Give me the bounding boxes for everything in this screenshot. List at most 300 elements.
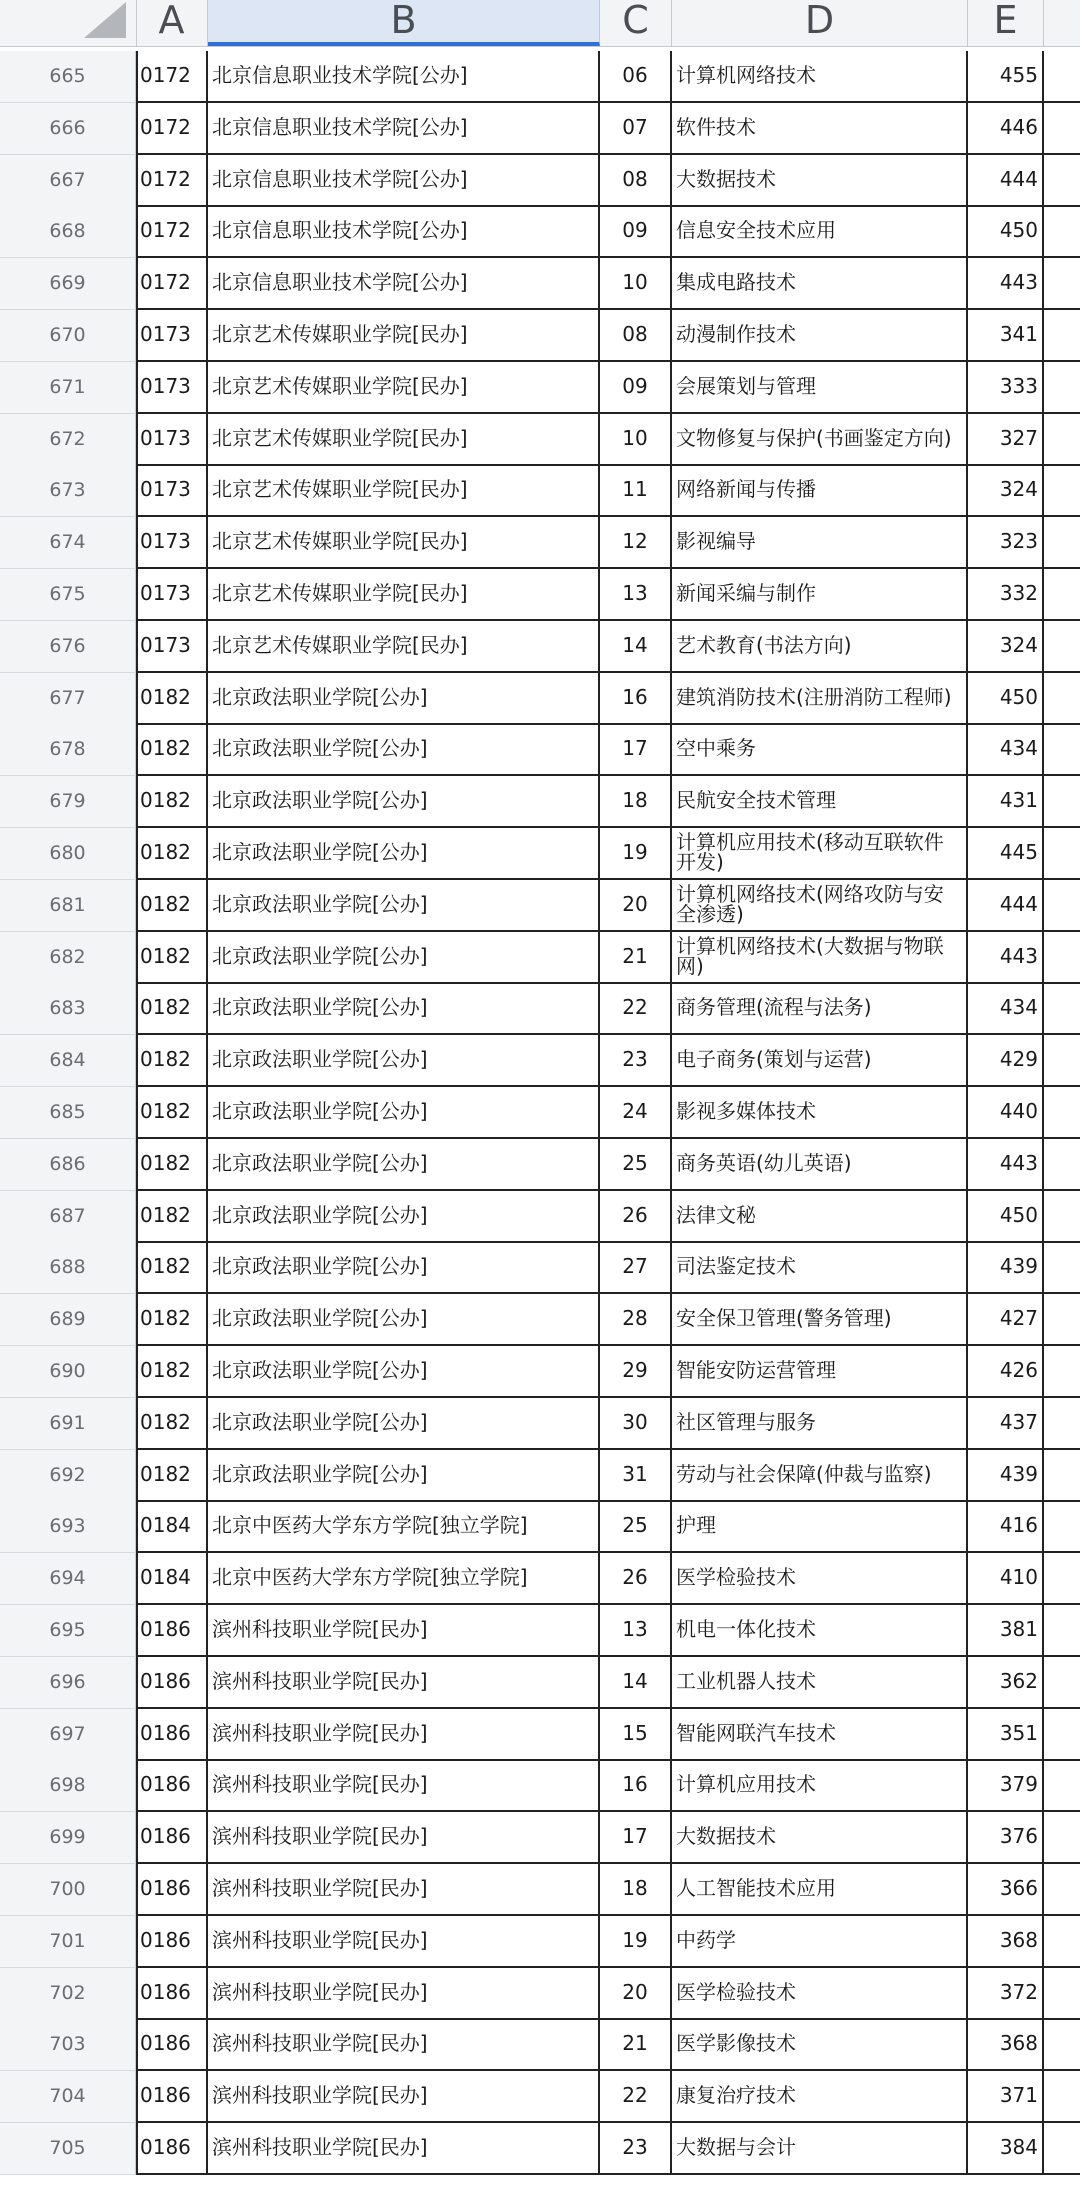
column-header-b[interactable]: B (208, 0, 600, 46)
row-number-header[interactable]: 676 (0, 621, 136, 673)
cell-school-name[interactable]: 北京艺术传媒职业学院[民办] (208, 621, 600, 673)
cell-major-code[interactable]: 07 (600, 103, 672, 155)
cell-empty[interactable] (1044, 621, 1080, 673)
row-number-header[interactable]: 700 (0, 1864, 136, 1916)
cell-school-name[interactable]: 北京艺术传媒职业学院[民办] (208, 569, 600, 621)
cell-empty[interactable] (1044, 1294, 1080, 1346)
row-number-header[interactable]: 702 (0, 1968, 136, 2020)
cell-empty[interactable] (1044, 1657, 1080, 1709)
cell-school-code[interactable]: 0182 (136, 776, 208, 828)
cell-score[interactable]: 443 (968, 932, 1044, 984)
cell-major-name[interactable]: 劳动与社会保障(仲裁与监察) (672, 1450, 968, 1502)
cell-school-name[interactable]: 北京政法职业学院[公办] (208, 1035, 600, 1087)
cell-empty[interactable] (1044, 155, 1080, 207)
row-number-header[interactable]: 673 (0, 465, 136, 517)
cell-major-name[interactable]: 新闻采编与制作 (672, 569, 968, 621)
cell-empty[interactable] (1044, 103, 1080, 155)
table-row (0, 1709, 1080, 1761)
cell-major-code[interactable]: 26 (600, 1553, 672, 1605)
cell-school-code[interactable]: 0182 (136, 1035, 208, 1087)
row-number-header[interactable]: 704 (0, 2071, 136, 2123)
cell-major-code[interactable]: 13 (600, 569, 672, 621)
cell-school-name[interactable]: 北京艺术传媒职业学院[民办] (208, 465, 600, 517)
cell-major-name[interactable]: 计算机应用技术(移动互联软件开发) (672, 828, 968, 880)
cell-school-name[interactable]: 滨州科技职业学院[民办] (208, 1709, 600, 1761)
row-number-header[interactable]: 667 (0, 155, 136, 207)
cell-major-code[interactable]: 28 (600, 1294, 672, 1346)
cell-score[interactable]: 376 (968, 1812, 1044, 1864)
cell-score[interactable]: 445 (968, 828, 1044, 880)
cell-school-code[interactable]: 0172 (136, 155, 208, 207)
cell-major-name[interactable]: 商务管理(流程与法务) (672, 983, 968, 1035)
cell-school-name[interactable]: 北京艺术传媒职业学院[民办] (208, 414, 600, 466)
row-number-header[interactable]: 683 (0, 983, 136, 1035)
cell-empty[interactable] (1044, 1035, 1080, 1087)
cell-major-name[interactable]: 影视编导 (672, 517, 968, 569)
cell-empty[interactable] (1044, 932, 1080, 984)
cell-major-name[interactable]: 动漫制作技术 (672, 310, 968, 362)
row-number-header[interactable]: 692 (0, 1450, 136, 1502)
cell-school-name[interactable]: 滨州科技职业学院[民办] (208, 2019, 600, 2071)
cell-school-name[interactable]: 北京信息职业技术学院[公办] (208, 206, 600, 258)
cell-score[interactable]: 427 (968, 1294, 1044, 1346)
cell-major-code[interactable]: 10 (600, 414, 672, 466)
cell-major-name[interactable]: 智能安防运营管理 (672, 1346, 968, 1398)
cell-score[interactable]: 327 (968, 414, 1044, 466)
cell-school-code[interactable]: 0182 (136, 1191, 208, 1243)
cell-school-code[interactable]: 0184 (136, 1553, 208, 1605)
cell-major-name[interactable]: 电子商务(策划与运营) (672, 1035, 968, 1087)
cell-empty[interactable] (1044, 1864, 1080, 1916)
column-header-a[interactable]: A (136, 0, 208, 46)
row-number-header[interactable]: 686 (0, 1139, 136, 1191)
cell-school-name[interactable]: 北京政法职业学院[公办] (208, 880, 600, 932)
cell-empty[interactable] (1044, 362, 1080, 414)
cell-empty[interactable] (1044, 2123, 1080, 2175)
cell-major-name[interactable]: 影视多媒体技术 (672, 1087, 968, 1139)
cell-major-code[interactable]: 15 (600, 1709, 672, 1761)
column-header-d[interactable]: D (672, 0, 968, 46)
cell-school-name[interactable]: 北京政法职业学院[公办] (208, 776, 600, 828)
column-header-f-partial[interactable] (1044, 0, 1080, 46)
cell-school-name[interactable]: 北京信息职业技术学院[公办] (208, 155, 600, 207)
cell-empty[interactable] (1044, 414, 1080, 466)
cell-empty[interactable] (1044, 724, 1080, 776)
cell-school-code[interactable]: 0182 (136, 1346, 208, 1398)
cell-major-code[interactable]: 06 (600, 51, 672, 103)
row-number-header[interactable]: 679 (0, 776, 136, 828)
cell-score[interactable]: 324 (968, 465, 1044, 517)
cell-school-code[interactable]: 0173 (136, 517, 208, 569)
cell-empty[interactable] (1044, 1087, 1080, 1139)
row-number-header[interactable]: 703 (0, 2019, 136, 2071)
cell-empty[interactable] (1044, 1605, 1080, 1657)
cell-empty[interactable] (1044, 51, 1080, 103)
cell-school-code[interactable]: 0184 (136, 1501, 208, 1553)
cell-school-code[interactable]: 0186 (136, 1916, 208, 1968)
cell-major-code[interactable]: 16 (600, 673, 672, 725)
cell-empty[interactable] (1044, 1139, 1080, 1191)
cell-empty[interactable] (1044, 1916, 1080, 1968)
cell-major-code[interactable]: 27 (600, 1242, 672, 1294)
cell-school-name[interactable]: 北京政法职业学院[公办] (208, 828, 600, 880)
cell-school-name[interactable]: 北京艺术传媒职业学院[民办] (208, 362, 600, 414)
cell-school-code[interactable]: 0182 (136, 932, 208, 984)
cell-school-name[interactable]: 北京政法职业学院[公办] (208, 1139, 600, 1191)
cell-score[interactable]: 333 (968, 362, 1044, 414)
cell-school-name[interactable]: 北京政法职业学院[公办] (208, 1294, 600, 1346)
cell-score[interactable]: 426 (968, 1346, 1044, 1398)
cell-school-code[interactable]: 0182 (136, 1242, 208, 1294)
cell-major-name[interactable]: 商务英语(幼儿英语) (672, 1139, 968, 1191)
cell-major-code[interactable]: 17 (600, 724, 672, 776)
cell-score[interactable]: 450 (968, 206, 1044, 258)
table-row (0, 155, 1080, 207)
cell-major-name[interactable]: 社区管理与服务 (672, 1398, 968, 1450)
cell-empty[interactable] (1044, 1812, 1080, 1864)
cell-empty[interactable] (1044, 1760, 1080, 1812)
cell-empty[interactable] (1044, 1346, 1080, 1398)
cell-score[interactable]: 371 (968, 2071, 1044, 2123)
cell-major-code[interactable]: 16 (600, 1760, 672, 1812)
cell-school-name[interactable]: 滨州科技职业学院[民办] (208, 1657, 600, 1709)
cell-school-code[interactable]: 0186 (136, 1657, 208, 1709)
cell-empty[interactable] (1044, 1242, 1080, 1294)
cell-school-code[interactable]: 0186 (136, 1709, 208, 1761)
row-number-header[interactable]: 677 (0, 673, 136, 725)
cell-major-name[interactable]: 医学检验技术 (672, 1968, 968, 2020)
cell-major-name[interactable]: 软件技术 (672, 103, 968, 155)
cell-major-name[interactable]: 大数据技术 (672, 155, 968, 207)
cell-school-code[interactable]: 0173 (136, 569, 208, 621)
cell-score[interactable]: 434 (968, 983, 1044, 1035)
cell-major-name[interactable]: 安全保卫管理(警务管理) (672, 1294, 968, 1346)
cell-school-name[interactable]: 北京信息职业技术学院[公办] (208, 103, 600, 155)
row-number-header[interactable]: 665 (0, 51, 136, 103)
cell-major-code[interactable]: 22 (600, 2071, 672, 2123)
cell-major-code[interactable]: 17 (600, 1812, 672, 1864)
cell-score[interactable]: 324 (968, 621, 1044, 673)
cell-school-code[interactable]: 0172 (136, 258, 208, 310)
row-number-header[interactable]: 705 (0, 2123, 136, 2175)
cell-score[interactable]: 416 (968, 1501, 1044, 1553)
cell-major-code[interactable]: 13 (600, 1605, 672, 1657)
cell-major-name[interactable]: 中药学 (672, 1916, 968, 1968)
row-number-header[interactable]: 699 (0, 1812, 136, 1864)
cell-score[interactable]: 332 (968, 569, 1044, 621)
row-number-header[interactable]: 694 (0, 1553, 136, 1605)
cell-empty[interactable] (1044, 517, 1080, 569)
cell-score[interactable]: 341 (968, 310, 1044, 362)
cell-major-code[interactable]: 30 (600, 1398, 672, 1450)
cell-score[interactable]: 362 (968, 1657, 1044, 1709)
cell-major-name[interactable]: 大数据技术 (672, 1812, 968, 1864)
cell-major-name[interactable]: 信息安全技术应用 (672, 206, 968, 258)
cell-score[interactable]: 431 (968, 776, 1044, 828)
cell-major-name[interactable]: 机电一体化技术 (672, 1605, 968, 1657)
cell-major-code[interactable]: 09 (600, 362, 672, 414)
cell-score[interactable]: 444 (968, 880, 1044, 932)
cell-major-code[interactable]: 29 (600, 1346, 672, 1398)
cell-score[interactable]: 351 (968, 1709, 1044, 1761)
cell-score[interactable]: 443 (968, 1139, 1044, 1191)
cell-score[interactable]: 434 (968, 724, 1044, 776)
cell-major-name[interactable]: 民航安全技术管理 (672, 776, 968, 828)
cell-empty[interactable] (1044, 1191, 1080, 1243)
cell-school-name[interactable]: 北京政法职业学院[公办] (208, 983, 600, 1035)
cell-empty[interactable] (1044, 1450, 1080, 1502)
cell-score[interactable]: 443 (968, 258, 1044, 310)
row-number-header[interactable]: 670 (0, 310, 136, 362)
row-number-header[interactable]: 675 (0, 569, 136, 621)
cell-major-name[interactable]: 医学检验技术 (672, 1553, 968, 1605)
cell-major-code[interactable]: 19 (600, 828, 672, 880)
cell-empty[interactable] (1044, 828, 1080, 880)
cell-score[interactable]: 440 (968, 1087, 1044, 1139)
cell-school-name[interactable]: 滨州科技职业学院[民办] (208, 1968, 600, 2020)
cell-major-name[interactable]: 法律文秘 (672, 1191, 968, 1243)
cell-major-code[interactable]: 08 (600, 155, 672, 207)
cell-school-name[interactable]: 北京政法职业学院[公办] (208, 1346, 600, 1398)
cell-score[interactable]: 366 (968, 1864, 1044, 1916)
row-number-header[interactable]: 688 (0, 1242, 136, 1294)
cell-school-name[interactable]: 北京中医药大学东方学院[独立学院] (208, 1553, 600, 1605)
cell-empty[interactable] (1044, 673, 1080, 725)
cell-school-code[interactable]: 0182 (136, 1294, 208, 1346)
cell-school-name[interactable]: 北京政法职业学院[公办] (208, 673, 600, 725)
cell-school-name[interactable]: 滨州科技职业学院[民办] (208, 1605, 600, 1657)
cell-score[interactable]: 384 (968, 2123, 1044, 2175)
cell-major-name[interactable]: 计算机网络技术 (672, 51, 968, 103)
cell-school-name[interactable]: 北京信息职业技术学院[公办] (208, 258, 600, 310)
cell-empty[interactable] (1044, 1501, 1080, 1553)
cell-school-name[interactable]: 滨州科技职业学院[民办] (208, 1760, 600, 1812)
cell-school-name[interactable]: 北京艺术传媒职业学院[民办] (208, 310, 600, 362)
row-number-header[interactable]: 669 (0, 258, 136, 310)
cell-school-code[interactable]: 0186 (136, 1760, 208, 1812)
cell-major-code[interactable]: 24 (600, 1087, 672, 1139)
cell-major-code[interactable]: 25 (600, 1501, 672, 1553)
column-header-c[interactable]: C (600, 0, 672, 46)
cell-score[interactable]: 439 (968, 1242, 1044, 1294)
cell-school-name[interactable]: 北京政法职业学院[公办] (208, 1450, 600, 1502)
cell-major-code[interactable]: 22 (600, 983, 672, 1035)
cell-school-code[interactable]: 0182 (136, 1398, 208, 1450)
cell-school-name[interactable]: 北京政法职业学院[公办] (208, 932, 600, 984)
cell-school-name[interactable]: 北京政法职业学院[公办] (208, 724, 600, 776)
cell-major-name[interactable]: 会展策划与管理 (672, 362, 968, 414)
cell-school-code[interactable]: 0172 (136, 51, 208, 103)
table-row (0, 932, 1080, 984)
cell-major-name[interactable]: 医学影像技术 (672, 2019, 968, 2071)
cell-empty[interactable] (1044, 1968, 1080, 2020)
row-number-header[interactable]: 672 (0, 414, 136, 466)
cell-major-name[interactable]: 计算机网络技术(大数据与物联网) (672, 932, 968, 984)
row-number-header[interactable]: 680 (0, 828, 136, 880)
cell-empty[interactable] (1044, 569, 1080, 621)
cell-school-name[interactable]: 北京政法职业学院[公办] (208, 1191, 600, 1243)
cell-empty[interactable] (1044, 1709, 1080, 1761)
row-number-header[interactable]: 682 (0, 932, 136, 984)
cell-school-code[interactable]: 0186 (136, 1812, 208, 1864)
cell-empty[interactable] (1044, 776, 1080, 828)
table-row (0, 517, 1080, 569)
cell-major-code[interactable]: 09 (600, 206, 672, 258)
cell-score[interactable]: 450 (968, 673, 1044, 725)
cell-major-code[interactable]: 14 (600, 621, 672, 673)
cell-school-code[interactable]: 0172 (136, 103, 208, 155)
cell-major-name[interactable]: 康复治疗技术 (672, 2071, 968, 2123)
cell-score[interactable]: 379 (968, 1760, 1044, 1812)
cell-empty[interactable] (1044, 983, 1080, 1035)
cell-major-code[interactable]: 21 (600, 2019, 672, 2071)
cell-score[interactable]: 368 (968, 1916, 1044, 1968)
cell-school-code[interactable]: 0182 (136, 1087, 208, 1139)
cell-empty[interactable] (1044, 1398, 1080, 1450)
cell-score[interactable]: 410 (968, 1553, 1044, 1605)
cell-major-code[interactable]: 12 (600, 517, 672, 569)
cell-school-code[interactable]: 0186 (136, 1864, 208, 1916)
row-number-header[interactable]: 696 (0, 1657, 136, 1709)
cell-school-name[interactable]: 北京艺术传媒职业学院[民办] (208, 517, 600, 569)
cell-major-name[interactable]: 建筑消防技术(注册消防工程师) (672, 673, 968, 725)
cell-score[interactable]: 450 (968, 1191, 1044, 1243)
cell-school-code[interactable]: 0173 (136, 362, 208, 414)
cell-school-code[interactable]: 0186 (136, 1605, 208, 1657)
row-number-header[interactable]: 693 (0, 1501, 136, 1553)
cell-school-name[interactable]: 滨州科技职业学院[民办] (208, 2071, 600, 2123)
cell-school-name[interactable]: 北京政法职业学院[公办] (208, 1087, 600, 1139)
cell-school-code[interactable]: 0182 (136, 983, 208, 1035)
cell-school-name[interactable]: 北京信息职业技术学院[公办] (208, 51, 600, 103)
cell-school-code[interactable]: 0186 (136, 2123, 208, 2175)
cell-score[interactable]: 446 (968, 103, 1044, 155)
row-number-header[interactable]: 684 (0, 1035, 136, 1087)
table-row (0, 828, 1080, 880)
cell-major-name[interactable]: 护理 (672, 1501, 968, 1553)
cell-school-code[interactable]: 0186 (136, 2071, 208, 2123)
row-number-header[interactable]: 695 (0, 1605, 136, 1657)
cell-empty[interactable] (1044, 258, 1080, 310)
cell-school-name[interactable]: 滨州科技职业学院[民办] (208, 1812, 600, 1864)
row-number-header[interactable]: 674 (0, 517, 136, 569)
cell-major-name[interactable]: 大数据与会计 (672, 2123, 968, 2175)
cell-major-name[interactable]: 文物修复与保护(书画鉴定方向) (672, 414, 968, 466)
cell-major-code[interactable]: 14 (600, 1657, 672, 1709)
cell-empty[interactable] (1044, 310, 1080, 362)
cell-score[interactable]: 455 (968, 51, 1044, 103)
cell-school-name[interactable]: 滨州科技职业学院[民办] (208, 2123, 600, 2175)
cell-major-code[interactable]: 21 (600, 932, 672, 984)
cell-school-code[interactable]: 0182 (136, 1450, 208, 1502)
row-number-header[interactable]: 689 (0, 1294, 136, 1346)
cell-school-name[interactable]: 北京政法职业学院[公办] (208, 1398, 600, 1450)
cell-score[interactable]: 444 (968, 155, 1044, 207)
select-all-corner[interactable] (0, 0, 137, 46)
cell-major-name[interactable]: 空中乘务 (672, 724, 968, 776)
row-number-header[interactable]: 687 (0, 1191, 136, 1243)
cell-major-code[interactable]: 31 (600, 1450, 672, 1502)
cell-major-code[interactable]: 23 (600, 2123, 672, 2175)
row-number-header[interactable]: 698 (0, 1760, 136, 1812)
cell-empty[interactable] (1044, 206, 1080, 258)
cell-major-code[interactable]: 26 (600, 1191, 672, 1243)
row-number-header[interactable]: 701 (0, 1916, 136, 1968)
row-number-header[interactable]: 690 (0, 1346, 136, 1398)
cell-major-code[interactable]: 20 (600, 1968, 672, 2020)
cell-school-code[interactable]: 0186 (136, 2019, 208, 2071)
cell-school-code[interactable]: 0182 (136, 828, 208, 880)
cell-score[interactable]: 372 (968, 1968, 1044, 2020)
cell-school-name[interactable]: 北京政法职业学院[公办] (208, 1242, 600, 1294)
cell-major-name[interactable]: 艺术教育(书法方向) (672, 621, 968, 673)
cell-school-code[interactable]: 0172 (136, 206, 208, 258)
row-number-header[interactable]: 697 (0, 1709, 136, 1761)
cell-school-code[interactable]: 0182 (136, 673, 208, 725)
cell-major-name[interactable]: 网络新闻与传播 (672, 465, 968, 517)
cell-major-code[interactable]: 20 (600, 880, 672, 932)
cell-school-name[interactable]: 北京中医药大学东方学院[独立学院] (208, 1501, 600, 1553)
cell-school-name[interactable]: 滨州科技职业学院[民办] (208, 1916, 600, 1968)
cell-major-name[interactable]: 工业机器人技术 (672, 1657, 968, 1709)
cell-empty[interactable] (1044, 880, 1080, 932)
row-number-header[interactable]: 668 (0, 206, 136, 258)
cell-school-code[interactable]: 0173 (136, 310, 208, 362)
cell-score[interactable]: 323 (968, 517, 1044, 569)
cell-major-code[interactable]: 11 (600, 465, 672, 517)
cell-major-name[interactable]: 计算机网络技术(网络攻防与安全渗透) (672, 880, 968, 932)
cell-school-code[interactable]: 0182 (136, 724, 208, 776)
cell-major-code[interactable]: 23 (600, 1035, 672, 1087)
cell-score[interactable]: 437 (968, 1398, 1044, 1450)
column-header-e[interactable]: E (968, 0, 1044, 46)
cell-score[interactable]: 368 (968, 2019, 1044, 2071)
cell-school-code[interactable]: 0182 (136, 1139, 208, 1191)
cell-school-code[interactable]: 0186 (136, 1968, 208, 2020)
cell-major-name[interactable]: 人工智能技术应用 (672, 1864, 968, 1916)
cell-empty[interactable] (1044, 1553, 1080, 1605)
cell-major-code[interactable]: 10 (600, 258, 672, 310)
row-number-header[interactable]: 685 (0, 1087, 136, 1139)
cell-empty[interactable] (1044, 2019, 1080, 2071)
cell-major-name[interactable]: 司法鉴定技术 (672, 1242, 968, 1294)
table-row (0, 776, 1080, 828)
cell-school-code[interactable]: 0173 (136, 621, 208, 673)
row-number-header[interactable]: 681 (0, 880, 136, 932)
row-number-header[interactable]: 691 (0, 1398, 136, 1450)
cell-school-code[interactable]: 0173 (136, 414, 208, 466)
cell-major-code[interactable]: 19 (600, 1916, 672, 1968)
cell-major-code[interactable]: 18 (600, 776, 672, 828)
cell-major-name[interactable]: 集成电路技术 (672, 258, 968, 310)
cell-empty[interactable] (1044, 465, 1080, 517)
cell-major-code[interactable]: 25 (600, 1139, 672, 1191)
row-number-header[interactable]: 678 (0, 724, 136, 776)
cell-score[interactable]: 429 (968, 1035, 1044, 1087)
cell-school-code[interactable]: 0182 (136, 880, 208, 932)
cell-major-code[interactable]: 08 (600, 310, 672, 362)
cell-empty[interactable] (1044, 2071, 1080, 2123)
cell-score[interactable]: 381 (968, 1605, 1044, 1657)
cell-major-name[interactable]: 智能网联汽车技术 (672, 1709, 968, 1761)
cell-school-name[interactable]: 滨州科技职业学院[民办] (208, 1864, 600, 1916)
cell-major-name[interactable]: 计算机应用技术 (672, 1760, 968, 1812)
cell-score[interactable]: 439 (968, 1450, 1044, 1502)
cell-school-code[interactable]: 0173 (136, 465, 208, 517)
row-number-header[interactable]: 671 (0, 362, 136, 414)
row-number-header[interactable]: 666 (0, 103, 136, 155)
cell-major-code[interactable]: 18 (600, 1864, 672, 1916)
